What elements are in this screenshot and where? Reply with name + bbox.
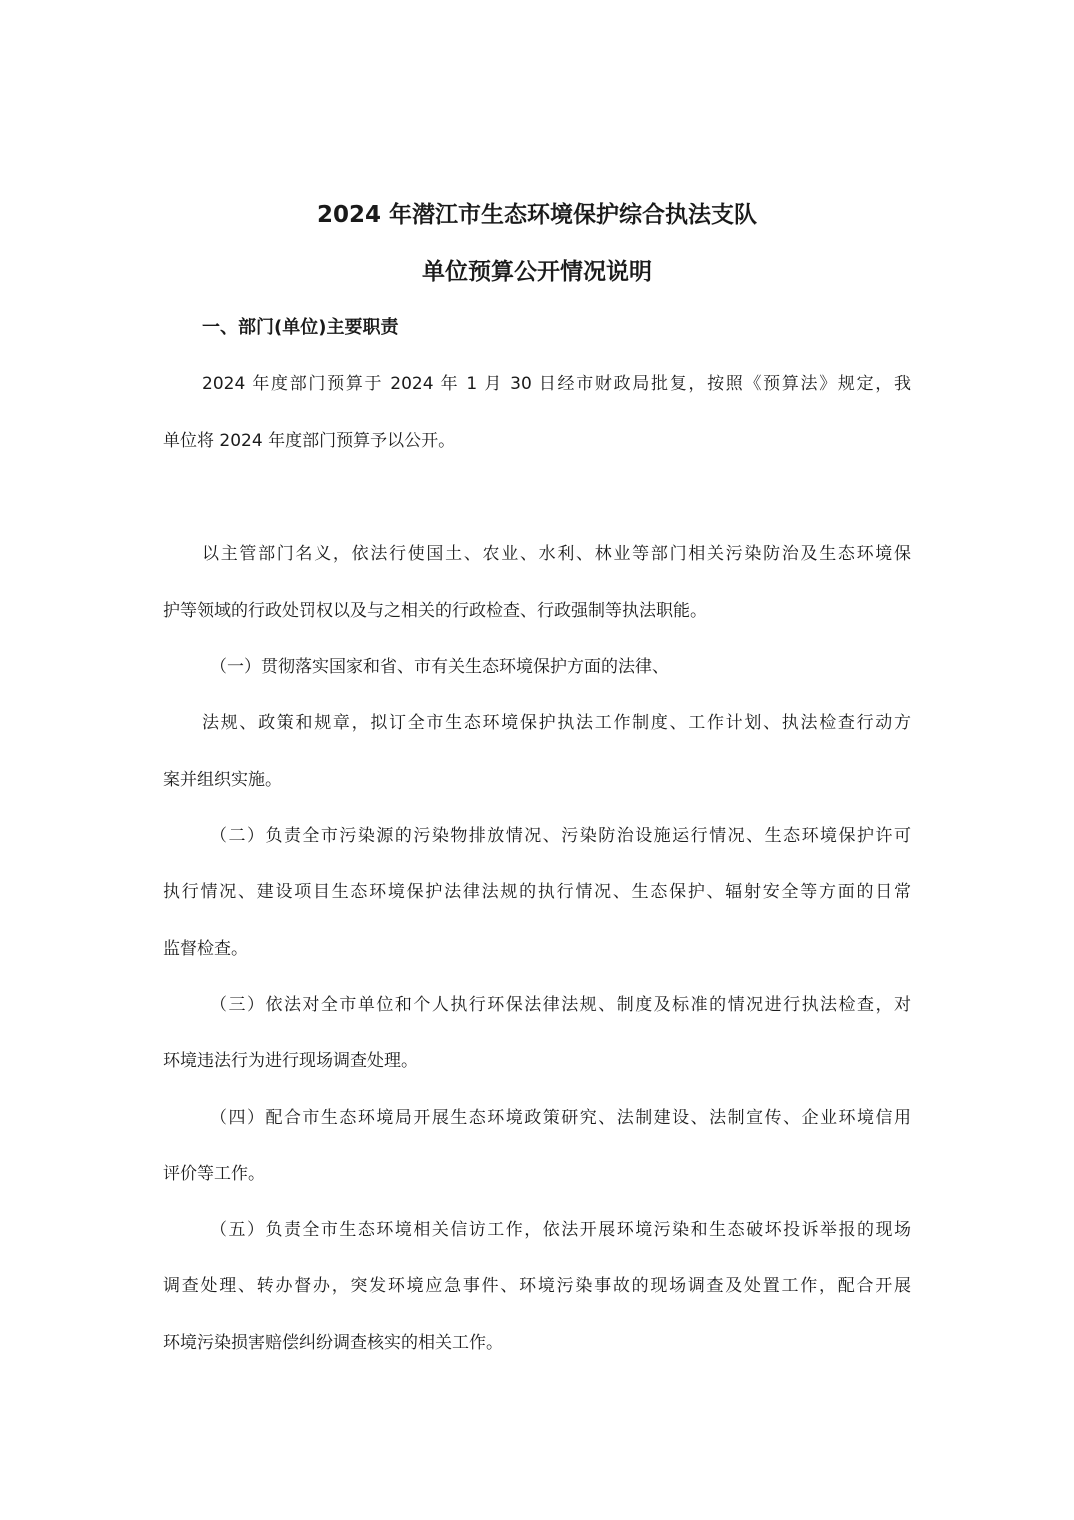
paragraph-line: 法规、政策和规章，拟订全市生态环境保护执法工作制度、工作计划、执法检查行动方 xyxy=(202,713,911,733)
section-heading-duties: 一、部门(单位)主要职责 xyxy=(202,317,399,338)
paragraph-line: （五）负责全市生态环境相关信访工作，依法开展环境污染和生态破坏投诉举报的现场 xyxy=(210,1220,911,1240)
paragraph-line: 以主管部门名义，依法行使国土、农业、水利、林业等部门相关污染防治及生态环境保 xyxy=(202,544,911,564)
paragraph-line: 单位将 2024 年度部门预算予以公开。 xyxy=(163,431,456,451)
document-title-line-1: 2024 年潜江市生态环境保护综合执法支队 xyxy=(316,202,758,228)
paragraph-line: 调查处理、转办督办，突发环境应急事件、环境污染事故的现场调查及处置工作，配合开展 xyxy=(163,1276,911,1296)
paragraph-line: （三）依法对全市单位和个人执行环保法律法规、制度及标准的情况进行执法检查，对 xyxy=(210,995,911,1015)
paragraph-line: 评价等工作。 xyxy=(163,1164,265,1184)
paragraph-line: 护等领域的行政处罚权以及与之相关的行政检查、行政强制等执法职能。 xyxy=(163,601,707,621)
paragraph-line: 环境污染损害赔偿纠纷调查核实的相关工作。 xyxy=(163,1333,503,1353)
paragraph-line: 环境违法行为进行现场调查处理。 xyxy=(163,1051,418,1071)
document-title-line-2: 单位预算公开情况说明 xyxy=(422,259,652,285)
paragraph-line: （一）贯彻落实国家和省、市有关生态环境保护方面的法律、 xyxy=(210,657,669,677)
paragraph-line: （二）负责全市污染源的污染物排放情况、污染防治设施运行情况、生态环境保护许可 xyxy=(210,826,911,846)
paragraph-line: 监督检查。 xyxy=(163,939,248,959)
paragraph-line: （四）配合市生态环境局开展生态环境政策研究、法制建设、法制宣传、企业环境信用 xyxy=(210,1108,911,1128)
paragraph-line: 2024 年度部门预算于 2024 年 1 月 30 日经市财政局批复，按照《预算法》规定，我 xyxy=(202,374,911,394)
paragraph-line: 执行情况、建设项目生态环境保护法律法规的执行情况、生态保护、辐射安全等方面的日常 xyxy=(163,882,911,902)
paragraph-line: 案并组织实施。 xyxy=(163,770,282,790)
